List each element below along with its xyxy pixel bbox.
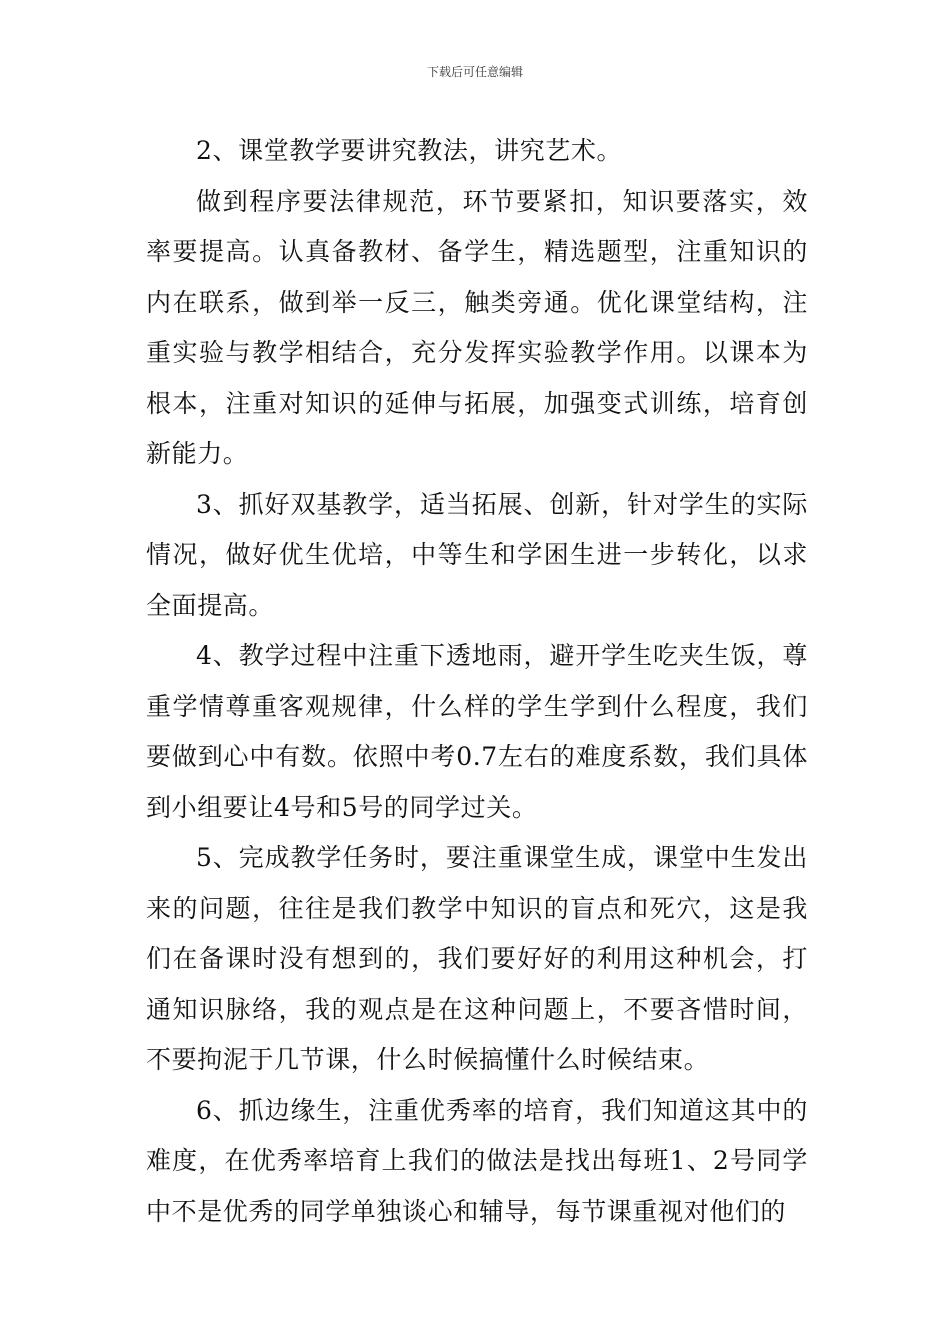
page-header: 下载后可任意编辑 xyxy=(426,65,523,79)
paragraph-teaching-method: 做到程序要法律规范，环节要紧扣，知识要落实，效率要提高。认真备教材、备学生，精选题型，注重知识的内在联系，做到举一反三，触类旁通。优化课堂结构，注重实验与教学相结合，充分发挥实验教学作用。以课本为根本，注重对知识的延伸与拓展，加强变式训练，培育创新能力。 xyxy=(146,186,808,468)
paragraph-item-3: 3、抓好双基教学，适当拓展、创新，针对学生的实际情况，做好优生优培，中等生和学困生进一步转化，以求全面提高。 xyxy=(146,489,808,620)
document-body xyxy=(146,126,808,1237)
paragraph-item-2: 2、课堂教学要讲究教法，讲究艺术。 xyxy=(196,136,623,165)
paragraph-item-4: 4、教学过程中注重下透地雨，避开学生吃夹生饭，尊重学情尊重客观规律，什么样的学生学到什么程度，我们要做到心中有数。依照中考0.7左右的难度系数，我们具体到小组要让4号和5号的同学过关。 xyxy=(146,641,808,822)
paragraph-item-5: 5、完成教学任务时，要注重课堂生成，课堂中生发出来的问题，往往是我们教学中知识的盲点和死穴，这是我们在备课时没有想到的，我们要好好的利用这种机会，打通知识脉络，我的观点是在这种问题上，不要吝惜时间，不要拘泥于几节课，什么时候搞懂什么时候结束。 xyxy=(146,843,808,1074)
paragraph-item-6: 6、抓边缘生，注重优秀率的培育，我们知道这其中的难度，在优秀率培育上我们的做法是找出每班1、2号同学中不是优秀的同学单独谈心和辅导，每节课重视对他们的 xyxy=(146,1095,808,1226)
